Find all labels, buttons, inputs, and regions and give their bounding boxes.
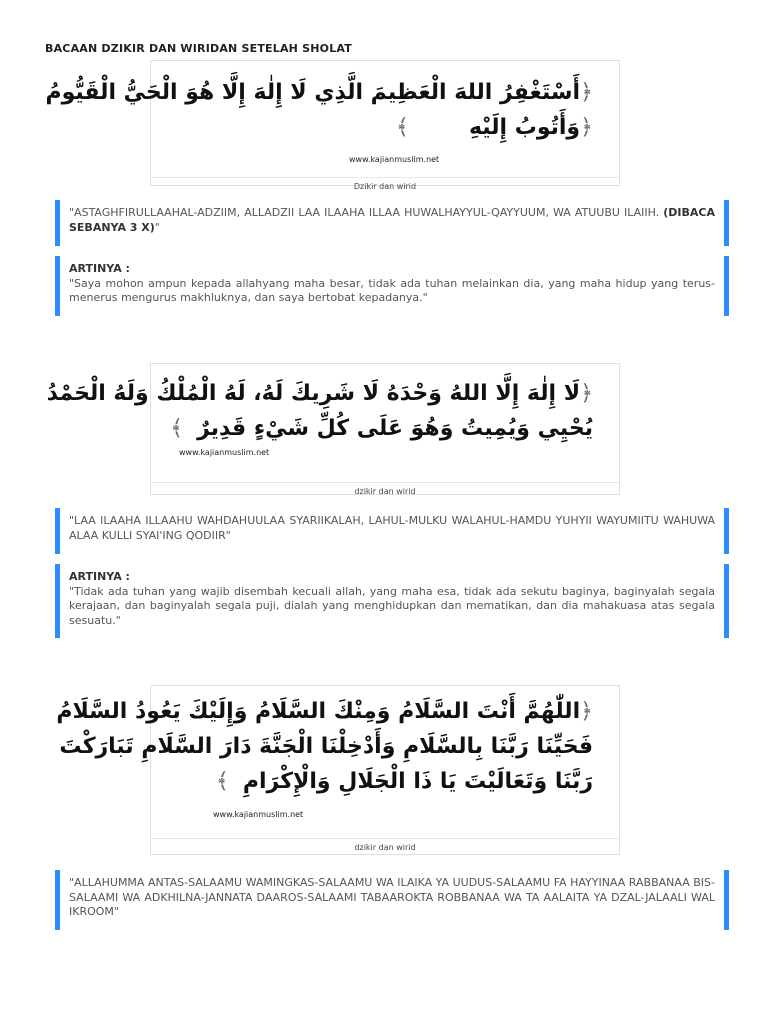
site-watermark: www.kajianmuslim.net — [179, 448, 270, 457]
arabic-line: رَبَّنَا وَتَعَالَيْتَ يَا ذَا الْجَلَالِ وَالْإِكْرَامِ﴾ — [215, 769, 593, 795]
arabic-line: ﴿وَأَتُوبُ إِلَيْهِ﴾ — [396, 115, 593, 141]
ornament-bracket-icon: ﴾ — [396, 115, 409, 141]
ornament-bracket-icon: ﴿ — [580, 80, 593, 105]
image-caption: dzikir dan wirid — [354, 487, 416, 496]
transliteration-text: "LAA ILAAHA ILLAAHU WAHDAHUULAA SYARIIKALAH, LAHUL-MULKU WALAHUL-HAMDU YUHYII WAYUMIITU WAHUWA ALAA KULLI SYAI'ING QODIIR" — [69, 514, 715, 542]
meaning-label: ARTINYA : — [69, 570, 130, 583]
arabic-text-panel — [45, 75, 619, 178]
dzikir-image-1 — [45, 60, 620, 191]
meaning-box — [55, 564, 729, 638]
ornament-bracket-icon: ﴿ — [580, 381, 593, 406]
image-caption: dzikir dan wirid — [354, 843, 416, 852]
dzikir-image-2 — [46, 363, 620, 496]
arabic-line: فَحَيِّنَا رَبَّنَا بِالسَّلَامِ وَأَدْخِلْنَا الْجَنَّةَ دَارَ السَّلَامِ تَبَارَكْتَ — [59, 734, 593, 760]
site-watermark: www.kajianmuslim.net — [213, 810, 304, 819]
arabic-text-panel — [56, 694, 619, 839]
ornament-bracket-icon: ﴾ — [215, 769, 229, 795]
arabic-line: يُحْيِي وَيُمِيتُ وَهُوَ عَلَى كُلِّ شَيْءٍ قَدِيرٌ﴾ — [170, 416, 593, 442]
closing-quote: " — [154, 220, 160, 234]
transliteration-box — [55, 200, 729, 246]
transliteration-text: "ALLAHUMMA ANTAS-SALAAMU WAMINGKAS-SALAAMU WA ILAIKA YA UUDUS-SALAAMU FA HAYYINAA RABBANAA BIS-SALAAMI WA ADKHILNA-JANNATA DAAROS-SALAAMI TABAAROKTA ROBBANAA WA TA AALAITA YA DZAL-JALAALI WAL IKROOM" — [69, 876, 715, 919]
transliteration-box — [55, 508, 729, 554]
arabic-line: ﴿لَا إِلٰهَ إِلَّا اللهُ وَحْدَهُ لَا شَرِيكَ لَهُ، لَهُ الْمُلْكُ وَلَهُ الْحَمْدُ — [46, 381, 593, 406]
ornament-bracket-icon: ﴿ — [580, 699, 593, 724]
repeat-note: (DIBACA SEBANYA 3 X) — [69, 206, 715, 234]
page-title: BACAAN DZIKIR DAN WIRIDAN SETELAH SHOLAT — [45, 42, 352, 55]
arabic-line: ﴿اللّٰهُمَّ أَنْتَ السَّلَامُ وَمِنْكَ السَّلَامُ وَإِلَيْكَ يَعُودُ السَّلَامُ — [56, 699, 593, 724]
meaning-label: ARTINYA : — [69, 262, 130, 275]
ornament-bracket-icon: ﴿ — [580, 115, 593, 141]
image-caption: Dzikir dan wirid — [353, 182, 417, 191]
meaning-text: "Saya mohon ampun kepada allahyang maha besar, tidak ada tuhan melainkan dia, yang maha hidup yang terus-menerus mengurus makhluknya, dan saya bertobat kepadanya." — [69, 276, 715, 305]
meaning-text: "Tidak ada tuhan yang wajib disembah kecuali allah, yang maha esa, tidak ada sekutu baginya, baginyalah segala kerajaan, dan baginyalah segala puji, dialah yang menghidupkan dan mematikan, dan dia mahakuasa atas segala sesuatu." — [69, 584, 715, 627]
dzikir-image-3 — [56, 685, 620, 855]
arabic-line: ﴿أَسْتَغْفِرُ اللهَ الْعَظِيمَ الَّذِي لَا إِلٰهَ إِلَّا هُوَ الْحَيُّ الْقَيُّومُ — [45, 80, 593, 105]
transliteration-text: "ASTAGHFIRULLAAHAL-ADZIIM, ALLADZII LAA ILAAHA ILLAA HUWALHAYYUL-QAYYUUM, WA ATUUBU ILAIIH. — [69, 206, 660, 219]
meaning-box — [55, 256, 729, 316]
ornament-bracket-icon: ﴾ — [170, 416, 184, 442]
site-watermark: www.kajianmuslim.net — [349, 155, 440, 164]
transliteration-box — [55, 870, 729, 930]
arabic-text-panel — [46, 376, 619, 483]
